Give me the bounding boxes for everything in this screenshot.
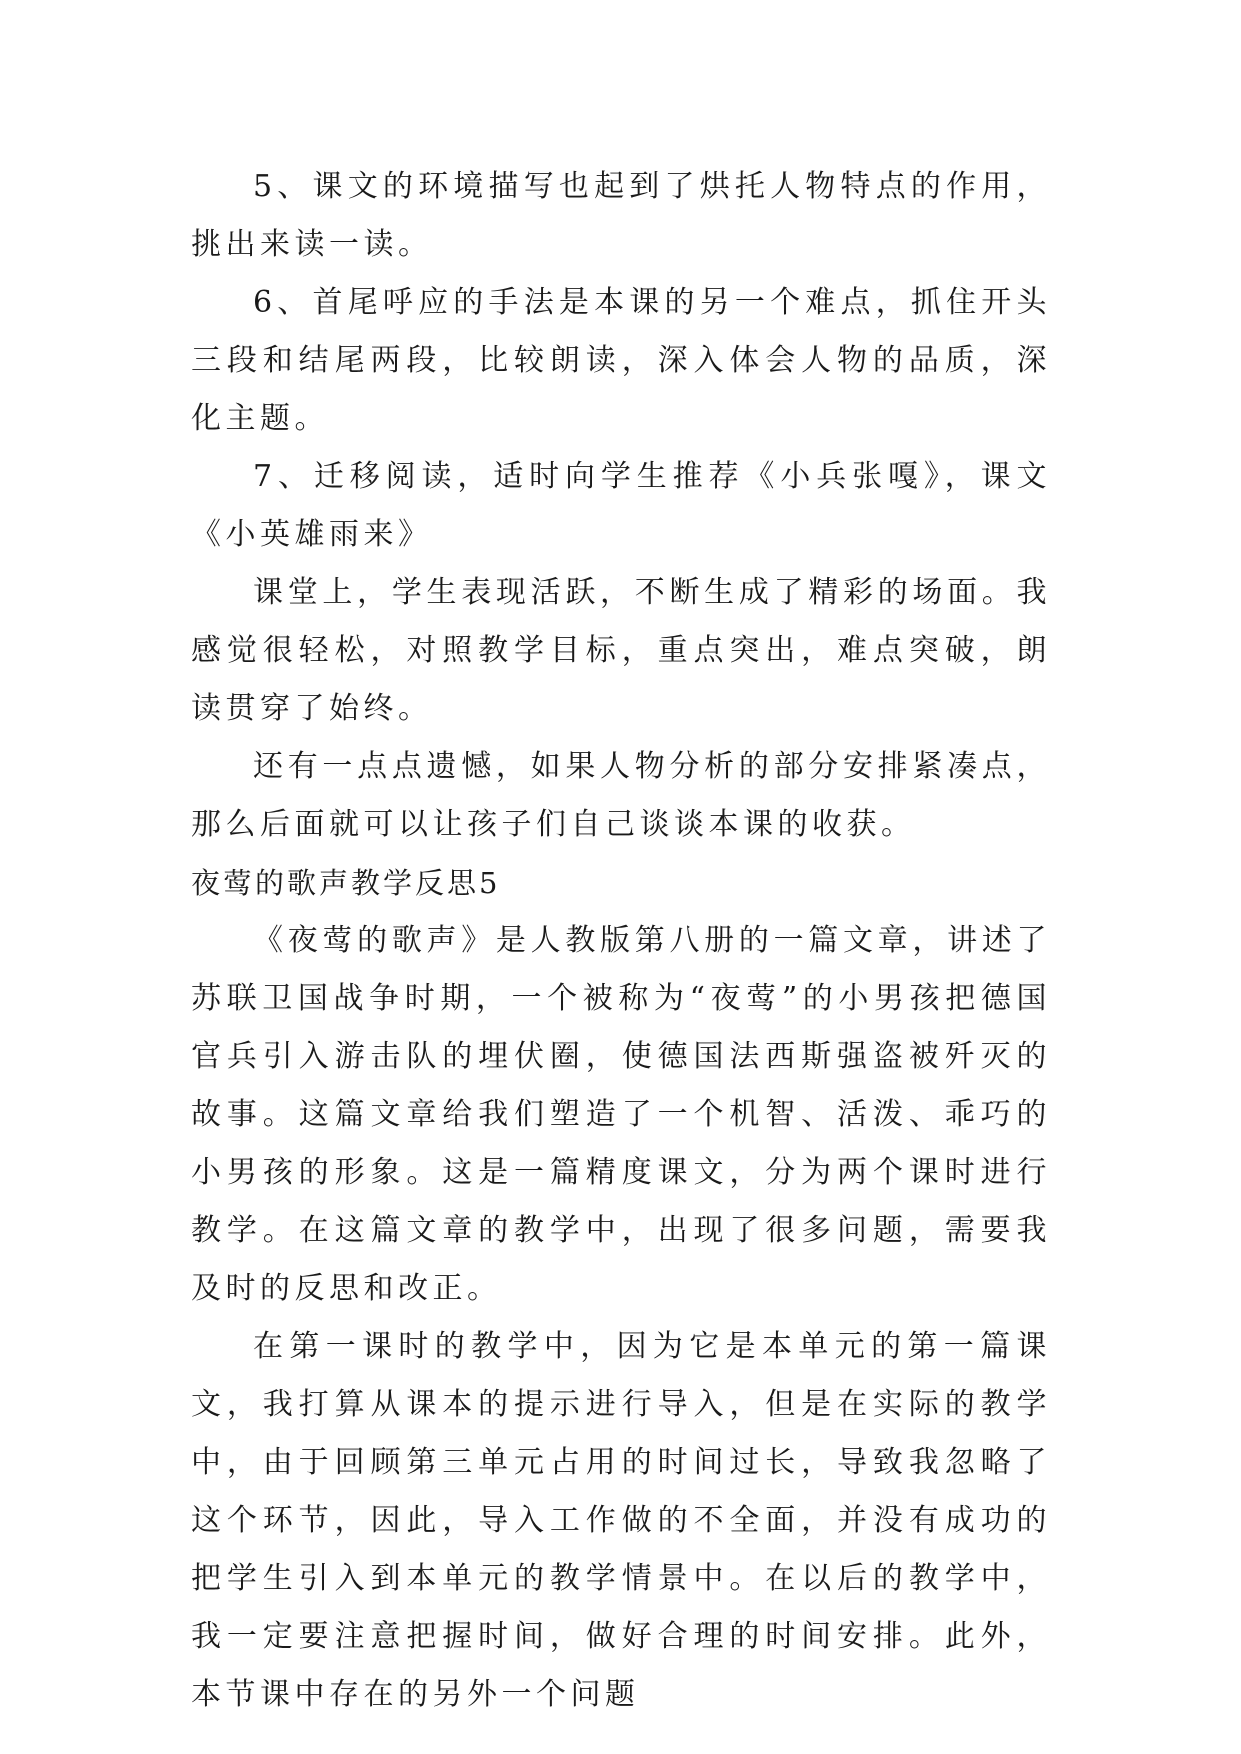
paragraph-intro: 《夜莺的歌声》是人教版第八册的一篇文章，讲述了苏联卫国战争时期，一个被称为“夜莺”的小男孩把德国官兵引入游击队的埋伏圈，使德国法西斯强盗被歼灭的故事。这篇文章给我们塑造了一个机智、活泼、乖巧的小男孩的形象。这是一篇精度课文，分为两个课时进行教学。在这篇文章的教学中，出现了很多问题，需要我及时的反思和改正。 bbox=[191, 923, 1051, 1306]
section-title: 夜莺的歌声教学反思5 bbox=[191, 866, 501, 900]
paragraph-classroom: 课堂上，学生表现活跃，不断生成了精彩的场面。我感觉很轻松，对照教学目标，重点突出，难点突破，朗读贯穿了始终。 bbox=[191, 575, 1051, 726]
paragraph-item-6: 6、首尾呼应的手法是本课的另一个难点，抓住开头三段和结尾两段，比较朗读，深入体会人物的品质，深化主题。 bbox=[191, 285, 1051, 436]
paragraph-item-7: 7、迁移阅读，适时向学生推荐《小兵张嘎》，课文《小英雄雨来》 bbox=[191, 459, 1051, 552]
paragraph-item-5: 5、课文的环境描写也起到了烘托人物特点的作用，挑出来读一读。 bbox=[191, 169, 1051, 262]
paragraph-regret: 还有一点点遗憾，如果人物分析的部分安排紧凑点，那么后面就可以让孩子们自己谈谈本课的收获。 bbox=[191, 749, 1051, 842]
paragraph-first-lesson: 在第一课时的教学中，因为它是本单元的第一篇课文，我打算从课本的提示进行导入，但是在实际的教学中，由于回顾第三单元占用的时间过长，导致我忽略了这个环节，因此，导入工作做的不全面，并没有成功的把学生引入到本单元的教学情景中。在以后的教学中，我一定要注意把握时间，做好合理的时间安排。此外，本节课中存在的另外一个问题 bbox=[191, 1329, 1051, 1712]
document-page bbox=[191, 158, 1051, 1724]
